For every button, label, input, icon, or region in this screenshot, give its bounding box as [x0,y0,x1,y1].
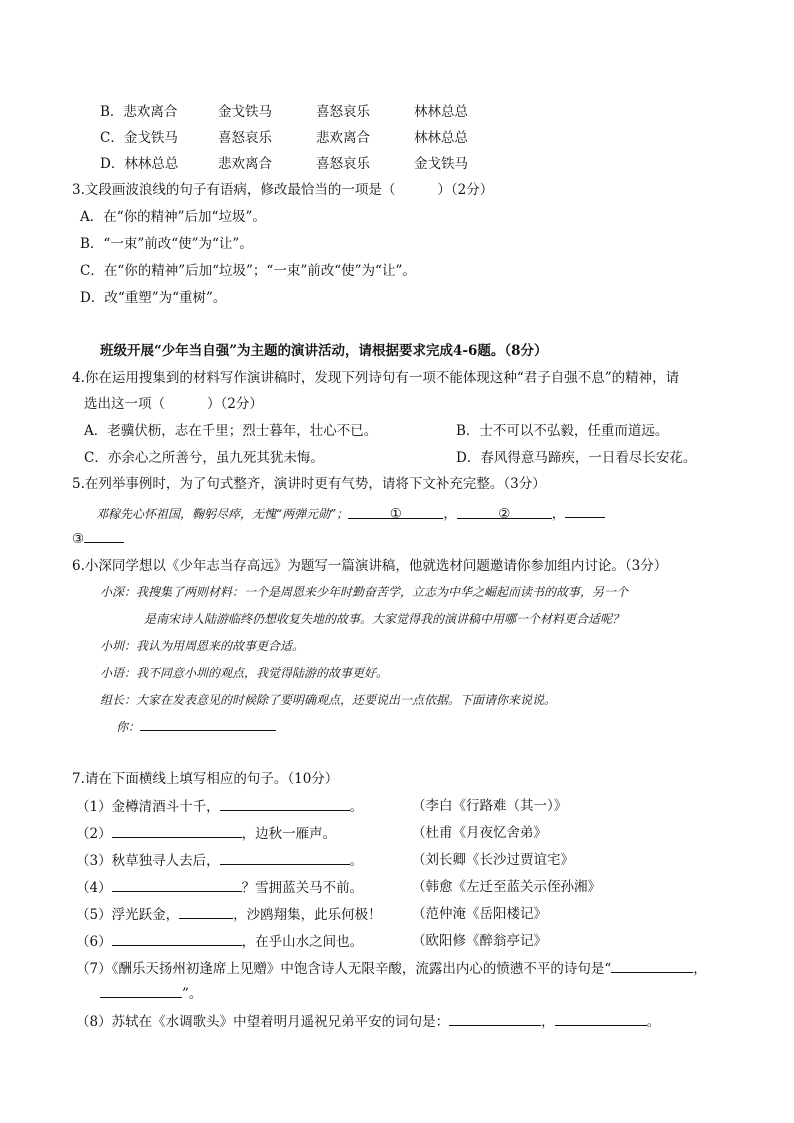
q7-item-1 [76,796,363,817]
q7-item-7-cont [100,983,202,1004]
item-text: ，边秋一雁声。 [241,826,337,842]
item-text: ，沙鸥翔集，此乐何极！ [233,907,382,923]
item-text: ， [693,961,707,977]
item-text: 秋草独寻人去后， [111,853,220,869]
item-text: （7）《酬乐天扬州初逢席上见赠》中饱含诗人无限辛酸，流露出内心的愤懑不平的诗句是“ [76,961,612,977]
q5-text: 邓稼先心怀祖国，鞠躬尽瘁，无愧“两弹元勋”； [96,507,349,521]
q7-source-4: （韩愈《左迁至蓝关示侄孙湘》 [412,879,601,895]
q6-you-label: 你： [116,720,141,734]
q3-score: ）（2分） [437,182,494,198]
q4-option-b: B．士不可以不弘毅，任重而道远。 [456,423,669,439]
poem-blank[interactable] [112,877,242,892]
q2-option-c [100,128,468,148]
item-text: （8）苏轼在《水调歌头》中望着明月遥祝兄弟平安的词句是： [76,1014,450,1030]
q2-option-item: 林林总总 [414,130,468,146]
comma: ， [551,506,566,522]
q6-answer-line [116,716,276,737]
q7-item-8 [76,1011,660,1032]
q2-option-item: 喜怒哀乐 [316,156,370,172]
poem-blank[interactable] [611,958,693,973]
poem-blank[interactable] [220,850,350,865]
q6-dialogue-line: 组长：大家在发表意见的时候除了要明确观点，还要说出一点依据。下面请你来说说。 [100,693,557,707]
q5-line-2 [72,528,124,549]
q7-item-3 [76,850,363,871]
q7-source-3: （刘长卿《长沙过贾谊宅》 [412,852,574,868]
q7-item-5 [76,904,382,925]
q7-source-2: （杜甫《月夜忆舍弟》 [412,825,547,841]
q7-source-1: （李白《行路难（其一）》 [412,798,568,814]
item-text: 金樽清酒斗十千， [111,799,220,815]
item-text: ，在乎山水之间也。 [241,934,364,950]
item-text: 。 [349,853,364,869]
poem-blank[interactable] [112,931,242,946]
poem-blank[interactable] [112,823,242,838]
q5-stem: 5.在列举事例时，为了句式整齐，演讲时更有气势，请将下文补充完整。（3分） [72,476,546,492]
item-number: （3） [76,853,112,869]
q3-option-b: B．“一束”前改“使”为“让”。 [80,236,253,252]
q3-option-d: D．改“重塑”为“重树”。 [80,290,227,306]
comma: ， [443,506,457,522]
q5-blank-1[interactable]: ① [348,504,443,519]
q2-option-label: B．悲欢离合 [100,104,178,120]
q6-dialogue-line: 小圳：我认为用周恩来的故事更合适。 [100,639,305,653]
item-number: （6） [76,934,112,950]
item-number: （1） [76,799,112,815]
item-number: （4） [76,880,112,896]
q7-stem: 7.请在下面横线上填写相应的句子。（10分） [72,771,339,787]
q2-option-item: 金戈铁马 [414,156,468,172]
item-number: （2） [76,826,112,842]
q7-source-5: （范仲淹《岳阳楼记》 [412,906,547,922]
q6-answer-blank[interactable] [140,716,276,731]
item-text: 浮光跃金， [111,907,180,923]
q4-option-c: C．亦余心之所善兮，虽九死其犹未悔。 [84,450,324,466]
q6-dialogue-line: 是南宋诗人陆游临终仍想收复失地的故事。大家觉得我的演讲稿中用哪一个材料更合适呢？ [144,612,625,626]
q4-score: ）（2分） [207,396,263,412]
item-text: ”。 [182,986,203,1002]
q3-stem [72,180,493,200]
q7-item-6 [76,931,363,952]
q2-option-b [100,102,468,122]
q2-option-item: 金戈铁马 [218,104,272,120]
item-text: ， [541,1014,555,1030]
section-heading: 班级开展“少年当自强”为主题的演讲活动，请根据要求完成4-6题。（8分） [100,343,548,359]
q2-option-item: 喜怒哀乐 [218,130,272,146]
q5-blank-3[interactable] [84,528,124,543]
q2-option-d [100,154,468,174]
q7-item-7 [76,958,707,979]
item-text: ？雪拥蓝关马不前。 [241,880,364,896]
q4-stem-text: 选出这一项（ [84,396,165,412]
poem-blank[interactable] [179,904,233,919]
poem-blank[interactable] [449,1011,541,1026]
q2-option-item: 悲欢离合 [218,156,272,172]
q6-dialogue-line: 小深：我搜集了两则材料：一个是周恩来少年时勤奋苦学，立志为中华之崛起而读书的故事，另一个 [100,585,629,599]
q2-option-item: 悲欢离合 [316,130,370,146]
item-text: 。 [646,1014,661,1030]
poem-blank[interactable] [555,1011,647,1026]
poem-blank[interactable] [100,983,182,998]
q2-option-label: C．金戈铁马 [100,130,178,146]
q3-option-c: C．在“你的精神”后加“垃圾”；“一束”前改“使”为“让”。 [80,263,416,279]
q4-option-a: A．老骥伏枥，志在千里；烈士暮年，壮心不已。 [84,423,378,439]
q5-blank-2[interactable]: ② [457,504,552,519]
q2-option-item: 林林总总 [414,104,468,120]
q7-item-2 [76,823,336,844]
q6-stem: 6.小深同学想以《少年志当存高远》为题写一篇演讲稿，他就选材问题邀请你参加组内讨论。（3分） [72,558,668,574]
item-number: （5） [76,907,112,923]
q5-blank-3-start[interactable] [565,503,605,518]
q3-stem-text: 3.文段画波浪线的句子有语病，修改最恰当的一项是（ [72,182,396,198]
q4-stem-line2 [84,394,263,414]
q5-blank-3-label: ③ [72,531,85,547]
q7-item-4 [76,877,363,898]
q7-source-6: （欧阳修《醉翁亭记》 [412,933,547,949]
poem-blank[interactable] [220,796,350,811]
q4-stem-line1: 4.你在运用搜集到的材料写作演讲稿时，发现下列诗句有一项不能体现这种“君子自强不息”的精神，请 [72,370,680,386]
q3-option-a: A．在“你的精神”后加“垃圾”。 [80,209,266,225]
item-text: 。 [349,799,364,815]
q2-option-label: D．林林总总 [100,156,179,172]
q5-text-line [96,503,605,524]
q4-option-d: D．春风得意马蹄疾，一日看尽长安花。 [456,450,697,466]
q6-dialogue-line: 小语：我不同意小圳的观点，我觉得陆游的故事更好。 [100,666,389,680]
q2-option-item: 喜怒哀乐 [316,104,370,120]
